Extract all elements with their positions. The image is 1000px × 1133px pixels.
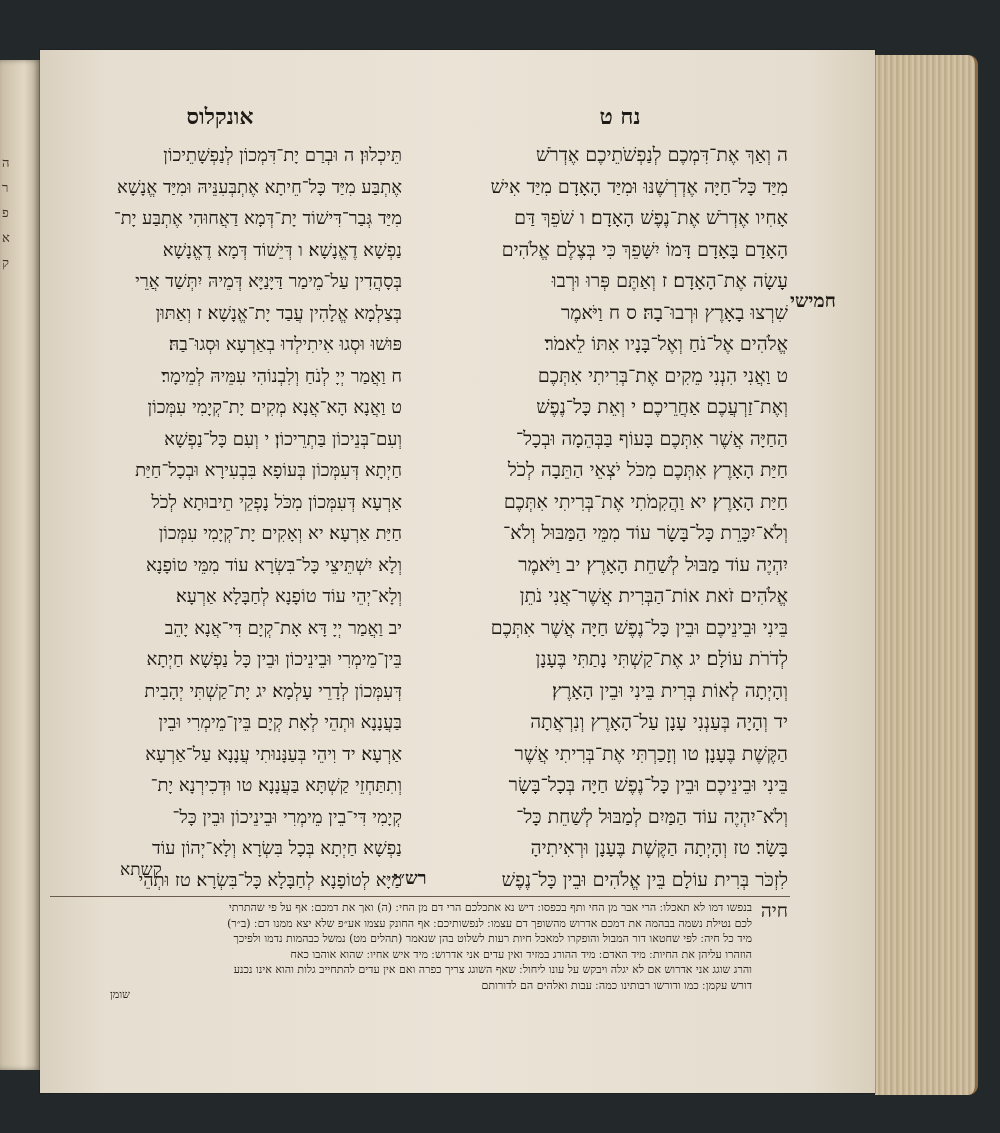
rashi-line: לכם נטילת נשמה בבהמה את דמכם אדרוש מהשופך דם עצמו ׃ לנפשותיכם ׃ אף החונק עצמו אע״פ שלא יצא ממנו דם ׃ (ב״ר) (227, 916, 752, 930)
rashi-catchword: שומן (110, 988, 130, 1001)
commentary-divider (50, 896, 790, 897)
torah-text-line: אֱלֹהִים זֹאת אוֹת־הַבְּרִית אֲשֶׁר־אֲנִי נֹתֵן (519, 585, 788, 607)
onkelos-text-line: נַפְשָׁא דֶאֱנָשָׁא׃ ו דְּיֵשׁוֹד דְּמָא דֶאֱנָשָׁא (162, 239, 402, 261)
page-header-onkelos: אונקלוס (186, 104, 254, 130)
onkelos-text-line: פּוּשׁוּ וּסְגוּ אִיתִילְדוּ בְאַרְעָא וּסְגוּ־בַהּ׃ (168, 334, 402, 355)
onkelos-text-line: אַרְעָא דְּעִמְּכוֹן מִכֹּל נָפְקֵי תֵיבוּתָא לְכֹל (151, 491, 402, 513)
torah-text-line: וְלֹא־יִהְיֶה עוֹד הַמַּיִם לְמַבּוּל לְשַׁחֵת כָּל־ (516, 805, 788, 828)
onkelos-text-line: מַיָּא לְטוֹפָנָא לְחַבָּלָא כָּל־בִּשְׂרָא׃ טז וּתְהֵי (138, 869, 402, 891)
torah-text-line: מִיַּד כָּל־חַיָּה אֶדְרְשֶׁנּוּ וּמִיַּד הָאָדָם מִיַּד אִישׁ (490, 175, 788, 198)
previous-page-fragment: פ (2, 206, 9, 221)
onkelos-text-line: חַיְתָא דְּעִמְּכוֹן בְּעוֹפָא בִּבְעִירָא וּבְכָל־חַיַּת (135, 460, 402, 481)
book-fore-edge (875, 55, 978, 1095)
onkelos-text-line: קְיָמִי דִּי־בֵין מֵימְרִי וּבֵינֵיכוֹן וּבֵין כָּל־ (172, 806, 402, 828)
rashi-line: בנפשו דמו לא תאכלו ׃ הרי אבר מן החי ותף בכפסו ׃ דיש נא אתכלכם הרי דם מן החי ׃ (ה) ואך את דמכם ׃ אף על פי שהתרתי (228, 901, 752, 914)
previous-page-fragment: ר (2, 181, 9, 196)
torah-text-line: אֱלֹהִים אֶל־נֹחַ וְאֶל־בָּנָיו אִתּוֹ לֵאמֹר׃ (544, 333, 788, 355)
torah-text-line: אָחִיו אֶדְרֹשׁ אֶת־נֶפֶשׁ הָאָדָם׃ ו שֹׁפֵךְ דַּם (514, 207, 788, 229)
torah-text-line: בָּשָׂר׃ טז וְהָיְתָה הַקֶּשֶׁת בֶּעָנָן וּרְאִיתִיהָ (530, 837, 788, 859)
onkelos-text-line: חַיַּת אַרְעָא׃ יא וְאָקִים יָת־קְיָמִי עִמְּכוֹן (158, 523, 402, 544)
onkelos-text-line: בְּצַלְמָא אֱלָהִין עֲבַד יָת־אֱנָשָׁא׃ ז וְאַתּוּן (155, 302, 402, 324)
onkelos-text-line: ח וַאֲמַר יְיָ לְנֹחַ וְלִבְנוֹהִי עִמֵּיהּ לְמֵימָר׃ (161, 365, 402, 387)
rashi-line: הוזהרו עליהן את החיות ׃ מיד האדם ׃ מיד ההורג במזיד ואין עדים אני אדרוש ׃ מיד איש אחיו ׃ שהוא אוהבו כאח (290, 947, 752, 961)
torah-text-line: בֵּינִי וּבֵינֵיכֶם וּבֵין כָּל־נֶפֶשׁ חַיָּה בְּכָל־בָּשָׂר (508, 774, 788, 796)
torah-text-line: חַיַּת הָאָרֶץ׃ יא וַהֲקִמֹתִי אֶת־בְּרִיתִי אִתְּכֶם (503, 490, 788, 513)
onkelos-text-line: אַרְעָא׃ יד וִיהֵי בְּעַנָּנוּתִי עֲנָנָא עַל־אַרְעָא (145, 743, 402, 765)
onkelos-text-line: תֵּיכְלוּן׃ ה וּבְרַם יָת־דִּמְכוֹן לְנַפְשָׁתֵיכוֹן (163, 145, 402, 166)
torah-text-line: הַחַיָּה אֲשֶׁר אִתְּכֶם בָּעוֹף בַּבְּהֵמָה וּבְכָל־ (515, 427, 788, 450)
torah-text-line: הַקֶּשֶׁת בֶּעָנָן׃ טו וְזָכַרְתִּי אֶת־בְּרִיתִי אֲשֶׁר (514, 742, 788, 765)
onkelos-text-line: וְעִם־בְּנֵיכוֹן בַּתְרֵיכוֹן׃ י וְעִם כָּל־נַפְשָׁא (164, 428, 402, 450)
onkelos-text-line: אֶתְבַּע מִיַּד כָּל־חֵיתָא אֶתְבְּעִנֵּיהּ וּמִיַּד אֱנָשָׁא (117, 176, 402, 198)
rashi-heading: רש״י (393, 868, 427, 889)
onkelos-text-column (48, 140, 402, 896)
onkelos-text-line: ט וַאֲנָא הָא־אֲנָא מְקִים יָת־קְיָמִי עִמְּכוֹן (147, 397, 402, 418)
previous-page-fragment: ק (2, 256, 9, 271)
torah-text-line: יד וְהָיָה בְּעַנְנִי עָנָן עַל־הָאָרֶץ וְנִרְאֲתָה (530, 711, 788, 733)
onkelos-text-line: בַּעֲנָנָא וּתְהֵי לְאָת קְיָם בֵּין־מֵימְרִי וּבֵין (158, 712, 402, 733)
previous-page-fragment: א (2, 231, 10, 246)
onkelos-text-line: מִיַּד גְּבַר־דִּישׁוֹד יָת־דְּמָא דַאֲחוּהִי אֶתְבַּע יָת־ (113, 208, 402, 229)
torah-text-line: חַיַּת הָאָרֶץ אִתְּכֶם מִכֹּל יֹצְאֵי הַתֵּבָה לְכֹל (507, 459, 788, 481)
rashi-line: דורש עקמן ׃ כמו ודורשו רבותינו כמה ׃ עבות ואלהים הם לדורותם (481, 978, 752, 992)
torah-text-line: וְלֹא־יִכָּרֵת כָּל־בָּשָׂר עוֹד מִמֵּי הַמַּבּוּל וְלֹא־ (503, 522, 788, 544)
torah-text-line: וְאֶת־זַרְעֲכֶם אַחֲרֵיכֶם׃ י וְאֵת כָּל־נֶפֶשׁ (536, 396, 788, 418)
torah-text-line: לִזְכֹּר בְּרִית עוֹלָם בֵּין אֱלֹהִים וּבֵין כָּל־נֶפֶשׁ (501, 868, 788, 891)
onkelos-text-line: וְתִתַּחְזֵי קַשְׁתָּא בַּעֲנָנָא׃ טו וּדְכִירְנָא יָת־ (150, 775, 402, 796)
onkelos-text-line: וְלָא יִשְׁתֵּיצֵי כָּל־בִּשְׂרָא עוֹד מִמֵּי טוֹפָנָא (146, 554, 402, 576)
rashi-line: מיד כל חיה ׃ לפי שחטאו דור המבול והופקרו למאכל חיות רעות לשלוט בהן שנאמר (תהלים מט) נמשל כבהמות נדמו ולפיכך (233, 932, 752, 945)
aliyah-marker: חמישי (790, 290, 836, 312)
rashi-commentary (52, 900, 752, 993)
torah-text-line: שִׁרְצוּ בָאָרֶץ וּרְבוּ־בָהּ׃ ס ח וַיֹּאמֶר (560, 301, 788, 324)
torah-text-line: ה וְאַךְ אֶת־דִּמְכֶם לְנַפְשֹׁתֵיכֶם אֶדְרֹשׁ (535, 144, 788, 166)
torah-text-line: עָשָׂה אֶת־הָאָדָם׃ ז וְאַתֶּם פְּרוּ וּרְבוּ (551, 270, 788, 292)
torah-text-line: ט וַאֲנִי הִנְנִי מֵקִים אֶת־בְּרִיתִי אִתְּכֶם (537, 364, 788, 387)
page-header-torah: נח ט (599, 104, 641, 130)
catchword-onkelos: קשתא (120, 860, 162, 880)
torah-text-line: חיה (760, 900, 788, 922)
torah-text-column (400, 140, 788, 928)
onkelos-text-line: וְלָא־יְהֵי עוֹד טוֹפָנָא לְחַבָּלָא אַרְעָא׃ (175, 586, 402, 607)
onkelos-text-line: נַפְשָׁא חַיְתָא בְּכָל בִּשְׂרָא וְלָא־יְהוֹן עוֹד (152, 838, 402, 859)
torah-text-line: הָאָדָם בָּאָדָם דָּמוֹ יִשָּׁפֵךְ כִּי בְּצֶלֶם אֱלֹהִים (501, 238, 788, 261)
torah-text-line: בֵּינִי וּבֵינֵיכֶם וּבֵין כָּל־נֶפֶשׁ חַיָּה אֲשֶׁר אִתְּכֶם (490, 616, 788, 639)
torah-text-line: לְדֹרֹת עוֹלָם׃ יג אֶת־קַשְׁתִּי נָתַתִּי בֶּעָנָן (535, 648, 788, 670)
rashi-line: והרג שוגג אני אדרוש אם לא יגלה ויבקש על עונו ליחול ׃ שאף השוגג צריך כפרה ואם אין עדים להתחייב גלות והוא אינו נכנע (233, 963, 752, 976)
onkelos-text-line: בֵּין־מֵימְרִי וּבֵינֵיכוֹן וּבֵין כָּל נַפְשָׁא חַיְתָא (146, 649, 402, 670)
onkelos-text-line: יב וַאֲמַר יְיָ דָּא אָת־קְיָם דִּי־אֲנָא יָהֵב (164, 617, 402, 639)
previous-page-edge (0, 60, 40, 1070)
previous-page-fragment: ה (2, 156, 10, 171)
onkelos-text-line: דְּעִמְּכוֹן לְדָרֵי עָלְמָא׃ יג יָת־קַשְׁתִּי יְהָבִית (144, 680, 402, 702)
onkelos-text-line: בְּסָהֲדִין עַל־מֵימַר דַּיָּנַיָּא דְּמֵיהּ יִתְּשַׁד אֲרֵי (135, 271, 402, 292)
torah-text-line: וְהָיְתָה לְאוֹת בְּרִית בֵּינִי וּבֵין הָאָרֶץ׃ (552, 679, 788, 702)
torah-text-line: יִהְיֶה עוֹד מַבּוּל לְשַׁחֵת הָאָרֶץ׃ יב וַיֹּאמֶר (518, 553, 788, 576)
